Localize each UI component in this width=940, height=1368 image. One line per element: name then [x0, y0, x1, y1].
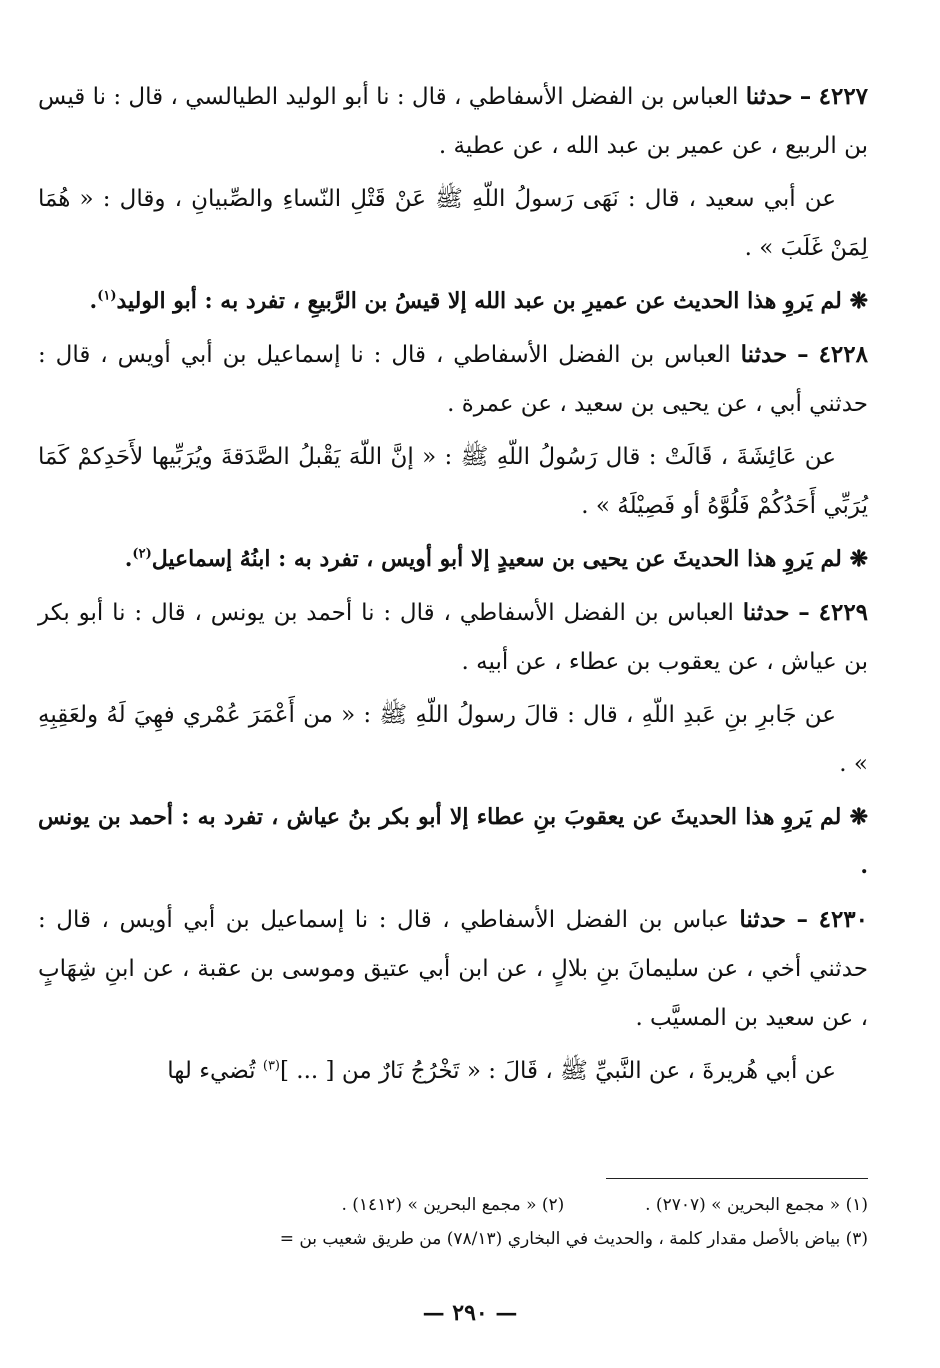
hadith-4228-isnad	[38, 330, 868, 429]
hadith-said: حدثنا	[739, 906, 786, 933]
hadith-number: ٤٢٢٧	[818, 83, 869, 110]
hadith-4227-isnad	[38, 72, 868, 171]
footnotes-row-1	[38, 1188, 868, 1222]
hadith-4229-note	[38, 793, 868, 891]
hadith-isnad-text: العباس بن الفضل الأسفاطي ، قال : نا إسماعيل بن أبي أويس ، قال : حدثني أبي ، عن يحيى بن سعيد ، عن عمرة .	[38, 342, 868, 417]
matn-continuation: تُضيء لها	[167, 1058, 256, 1084]
hadith-said: حدثنا	[740, 341, 788, 368]
footnote-1: (١) « مجمع البحرين » (٢٧٠٧) .	[645, 1195, 868, 1215]
note-end: .	[124, 546, 133, 572]
note-marker-icon: ❋	[849, 288, 868, 314]
hadith-4228-note	[38, 535, 868, 584]
note-end: .	[89, 288, 98, 314]
hadith-4229-matn: عن جَابرِ بنِ عَبدِ اللّهِ ، قال : قالَ رسولُ اللّهِ ﷺ : « من أَعْمَرَ عُمْري فهِيَ لَهُ ولعَقِبِهِ » .	[38, 702, 868, 777]
note-marker-icon: ❋	[849, 546, 868, 572]
dash: –	[797, 341, 809, 368]
hadith-isnad-text: عباس بن الفضل الأسفاطي ، قال : نا إسماعيل بن أبي أويس ، قال : حدثني أخي ، عن سليمانَ بنِ بلالٍ ، عن ابن أبي عتيق وموسى بن عقبة ، عن ابنِ شِهَابٍ ، عن سعيد بن المسيَّب .	[38, 907, 868, 1031]
footnote-ref: (٢)	[132, 546, 152, 562]
hadith-4227-matn: عن أبي سعيد ، قال : نَهَى رَسولُ اللّهِ ﷺ عَنْ قَتْلِ النّساءِ والصِّبيانِ ، وقال : « هُمَا لِمَنْ غَلَبَ » .	[38, 186, 868, 261]
page-number: — ٢٩٠ —	[422, 1300, 518, 1326]
hadith-number: ٤٢٢٨	[818, 341, 868, 368]
hadith-isnad-text: العباس بن الفضل الأسفاطي ، قال : نا أحمد بن يونس ، قال : نا أبو بكر بن عياش ، عن يعقوب بن عطاء ، عن أبيه .	[38, 600, 868, 675]
dash: –	[798, 599, 810, 626]
matn-text: عن أبي هُريرةَ ، عن النَّبيِّ ﷺ ، قَالَ : « تَخْرُجُ نَارٌ من [ ... ]	[280, 1058, 836, 1084]
hadith-4228-matn: عن عَائِشَةَ ، قَالَتْ : قال رَسُولُ اللّهِ ﷺ : « إنَّ اللّهَ يَقْبلُ الصَّدَقةَ ويُرَبِّيها لأَحَدِكمْ كَمَا يُرَبِّي أَحَدُكُمْ فَلُوَّهُ أو فَصِيْلَهُ » .	[38, 444, 868, 519]
hadith-4229-isnad	[38, 588, 868, 687]
hadith-4227-note	[38, 277, 868, 326]
note-text: لم يَروِ هذا الحديثَ عن يعقوبَ بنِ عطاء إلا أبو بكر بنُ عياش ، تفرد به : أحمد بن يونس .	[38, 804, 868, 879]
footnote-2: (٢) « مجمع البحرين » (١٤١٢) .	[341, 1195, 565, 1215]
hadith-number: ٤٢٣٠	[818, 906, 869, 933]
note-text: لم يَروِ هذا الحديث عن عميرِ بن عبد الله إلا قيسُ بن الرَّبيعِ ، تفرد به : أبو الوليد	[116, 288, 842, 314]
hadith-said: حدثنا	[742, 599, 790, 626]
note-marker-icon: ❋	[849, 804, 868, 830]
footnote-ref: (٣)	[262, 1058, 280, 1074]
hadith-4230-isnad	[38, 895, 868, 1043]
hadith-said: حدثنا	[745, 83, 793, 110]
page-body	[38, 72, 868, 1100]
dash: –	[799, 83, 812, 110]
footnotes	[38, 1188, 868, 1256]
footnote-ref: (١)	[97, 288, 117, 304]
note-text: لم يَروِ هذا الحديثَ عن يحيى بن سعيدٍ إلا أبو أويس ، تفرد به : ابنُهُ إسماعيل	[151, 546, 842, 572]
hadith-4230-matn	[38, 1047, 868, 1096]
hadith-number: ٤٢٢٩	[818, 599, 869, 626]
footnote-separator	[606, 1178, 868, 1179]
footnote-3: (٣) بياض بالأصل مقدار كلمة ، والحديث في البخاري (٧٨/١٣) من طريق شعيب بن =	[279, 1229, 868, 1249]
dash: –	[796, 906, 809, 933]
hadith-isnad-text: العباس بن الفضل الأسفاطي ، قال : نا أبو الوليد الطيالسي ، قال : نا قيس بن الربيع ، عن عمير بن عبد الله ، عن عطية .	[38, 84, 868, 159]
